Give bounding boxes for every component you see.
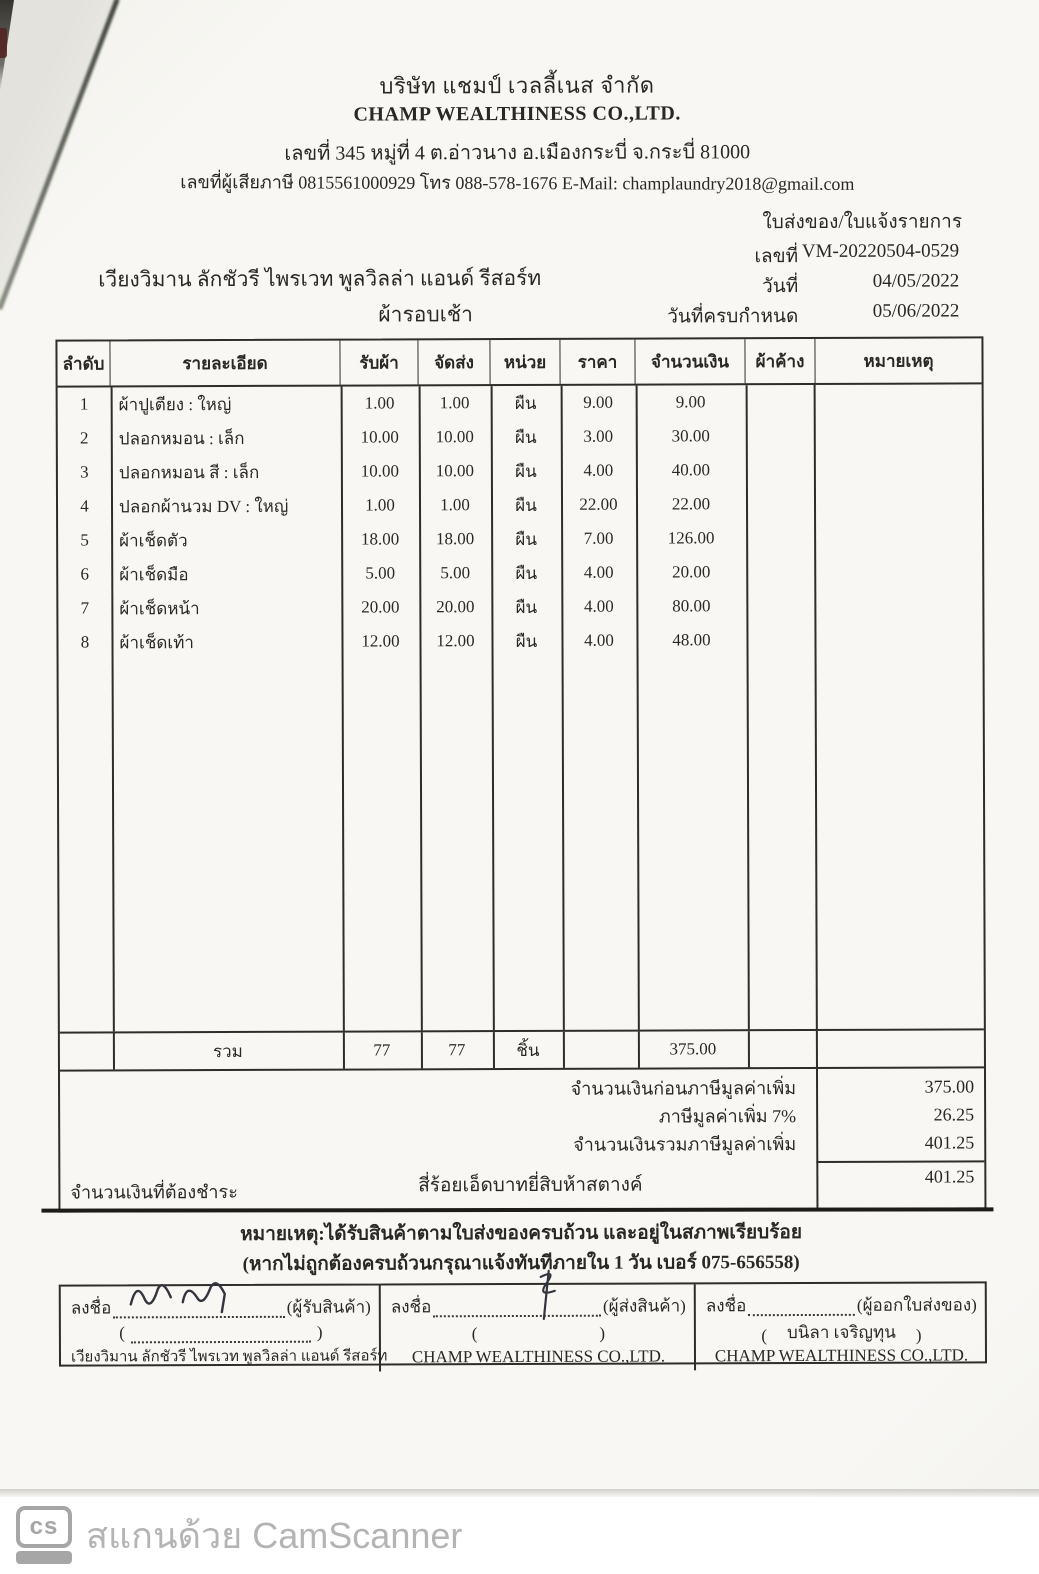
customer-name: เวียงวิมาน ลักชัวรี ไพรเวท พูลวิลล่า แอนด์ รีสอร์ท <box>98 265 542 292</box>
vat-value: 26.25 <box>933 1103 975 1125</box>
signature-section <box>59 1281 987 1366</box>
total-received: 77 <box>373 1040 391 1060</box>
laundry-batch-label: ผ้ารอบเช้า <box>378 302 473 327</box>
issuer-name: บนิลา เจริญทุน <box>786 1322 896 1343</box>
camscanner-logo-letters: cs <box>16 1506 72 1548</box>
col-header-pending: ผ้าค้าง <box>745 339 815 383</box>
signature-box-receiver: ลงชื่อ (ผู้รับสินค้า) ( ) เวียงวิมาน ลักชัวรี ไพรเวท พูลวิลล่า แอนด์ รีสอร์ท <box>61 1285 381 1372</box>
summary-row <box>60 1128 984 1159</box>
col-header-remarks: หมายเหตุ <box>863 351 934 371</box>
summary-row <box>60 1072 984 1103</box>
total-amount: 375.00 <box>669 1039 717 1059</box>
signature-line <box>433 1303 601 1318</box>
sender-org-name: CHAMP WEALTHINESS CO.,LTD. <box>411 1346 666 1367</box>
handwritten-signature-sender <box>531 1267 571 1327</box>
sign-label: ลงชื่อ <box>390 1297 432 1317</box>
doc-date-value: 04/05/2022 <box>872 270 960 292</box>
scan-boundary-shadow <box>0 1489 1039 1497</box>
col-header-index: ลำดับ <box>57 341 110 385</box>
subtotal-value: 375.00 <box>924 1075 975 1097</box>
issuer-org-name: CHAMP WEALTHINESS CO.,LTD. <box>714 1345 969 1366</box>
table-row: 6 ผ้าเช็ดมือ 5.00 5.00 ผืน 4.00 20.00 <box>80 562 711 584</box>
camscanner-footer <box>0 1497 1039 1574</box>
signature-box-issuer: ลงชื่อ (ผู้ออกใบส่งของ) ( บนิลา เจริญทุน ) CHAMP WEALTHINESS CO.,LTD. <box>696 1283 985 1370</box>
total-delivered: 77 <box>448 1040 466 1060</box>
vat-label: ภาษีมูลค่าเพิ่ม 7% <box>658 1105 797 1127</box>
col-header-delivered: จัดส่ง <box>418 340 490 384</box>
summary-row <box>60 1100 984 1131</box>
sign-label: ลงชื่อ <box>705 1296 747 1316</box>
table-body <box>58 384 984 1031</box>
total-unit: ชิ้น <box>516 1040 540 1060</box>
doc-number-value: VM-20220504-0529 <box>801 240 960 263</box>
table-row: 8 ผ้าเช็ดเท้า 12.00 12.00 ผืน 4.00 48.00 <box>80 630 711 652</box>
due-date-value: 05/06/2022 <box>872 300 960 322</box>
document-title: ใบส่งของ/ใบแจ้งรายการ <box>762 211 963 234</box>
table-row: 5 ผ้าเช็ดตัว 18.00 18.00 ผืน 7.00 126.00 <box>80 528 715 550</box>
due-date-label: วันที่ครบกำหนด <box>667 306 799 328</box>
col-header-received: รับผ้า <box>340 340 418 384</box>
note-line-2: (หากไม่ถูกต้องครบถ้วนกรุณาแจ้งทันทีภายใน 1 วัน เบอร์ 075-656558) <box>242 1252 800 1275</box>
col-header-unit: หน่วย <box>490 340 560 384</box>
signature-box-sender: ลงชื่อ (ผู้ส่งสินค้า) ( ) CHAMP WEALTHINESS CO.,LTD. <box>381 1284 696 1371</box>
table-row: 4 ปลอกผ้านวม DV : ใหญ่ 1.00 1.00 ผืน 22.00 22.00 <box>80 494 711 516</box>
signature-line <box>748 1302 855 1316</box>
doc-number-label: เลขที่ <box>754 246 799 268</box>
company-tax-phone-email: เลขที่ผู้เสียภาษี 0815561000929 โทร 088-578-1676 E-Mail: champlaundry2018@gmail.com <box>180 172 855 194</box>
camscanner-logo-icon <box>16 1506 72 1566</box>
issuer-role-label: (ผู้ออกใบส่งของ) <box>856 1295 977 1315</box>
table-row: 2 ปลอกหมอน : เล็ก 10.00 10.00 ผืน 3.00 30.00 <box>79 426 710 448</box>
amount-due-label: จำนวนเงินที่ต้องชำระ <box>70 1181 238 1203</box>
table-row: 1 ผ้าปูเตียง : ใหญ่ 1.00 1.00 ผืน 9.00 9.00 <box>79 392 706 414</box>
amount-due-value: 401.25 <box>924 1166 975 1187</box>
amount-in-words: สี่ร้อยเอ็ดบาทยี่สิบห้าสตางค์ <box>418 1174 643 1197</box>
summary-section <box>60 1066 984 1210</box>
handwritten-signature-receiver <box>123 1272 243 1314</box>
sender-role-label: (ผู้ส่งสินค้า) <box>602 1296 686 1316</box>
col-header-amount: จำนวนเงิน <box>635 339 745 383</box>
sign-label: ลงชื่อ <box>70 1298 112 1318</box>
note-line-1: หมายเหตุ:ได้รับสินค้าตามใบส่งของครบถ้วน และอยู่ในสภาพเรียบร้อย <box>240 1222 802 1245</box>
totals-row <box>60 1028 984 1069</box>
doc-date-label: วันที่ <box>762 276 799 298</box>
grand-total-label: จำนวนเงินรวมภาษีมูลค่าเพิ่ม <box>573 1133 797 1155</box>
receiver-org-name: เวียงวิมาน ลักชัวรี ไพรเวท พูลวิลล่า แอนด์ รีสอร์ท <box>70 1348 388 1366</box>
company-address: เลขที่ 345 หมู่ที่ 4 ต.อ่าวนาง อ.เมืองกระบี่ จ.กระบี่ 81000 <box>284 141 751 165</box>
name-line <box>131 1330 311 1343</box>
company-name-english: CHAMP WEALTHINESS CO.,LTD. <box>353 102 681 126</box>
col-header-price: ราคา <box>560 340 635 384</box>
table-header-row <box>57 338 981 387</box>
line-items-table <box>55 336 986 1212</box>
company-name-thai: บริษัท แชมป์ เวลลี้เนส จำกัด <box>379 72 655 99</box>
camscanner-watermark-text: สแกนด้วย CamScanner <box>86 1515 463 1556</box>
col-header-description: รายละเอียด <box>110 341 340 386</box>
amount-due-row <box>60 1160 984 1210</box>
receiver-role-label: (ผู้รับสินค้า) <box>286 1297 371 1317</box>
table-bottom-rule <box>41 1207 993 1212</box>
grand-total-value: 401.25 <box>924 1131 975 1153</box>
table-row: 7 ผ้าเช็ดหน้า 20.00 20.00 ผืน 4.00 80.00 <box>80 596 711 618</box>
subtotal-label: จำนวนเงินก่อนภาษีมูลค่าเพิ่ม <box>570 1077 797 1099</box>
total-label: รวม <box>212 1041 243 1061</box>
table-row: 3 ปลอกหมอน สี : เล็ก 10.00 10.00 ผืน 4.00 40.00 <box>80 460 711 482</box>
